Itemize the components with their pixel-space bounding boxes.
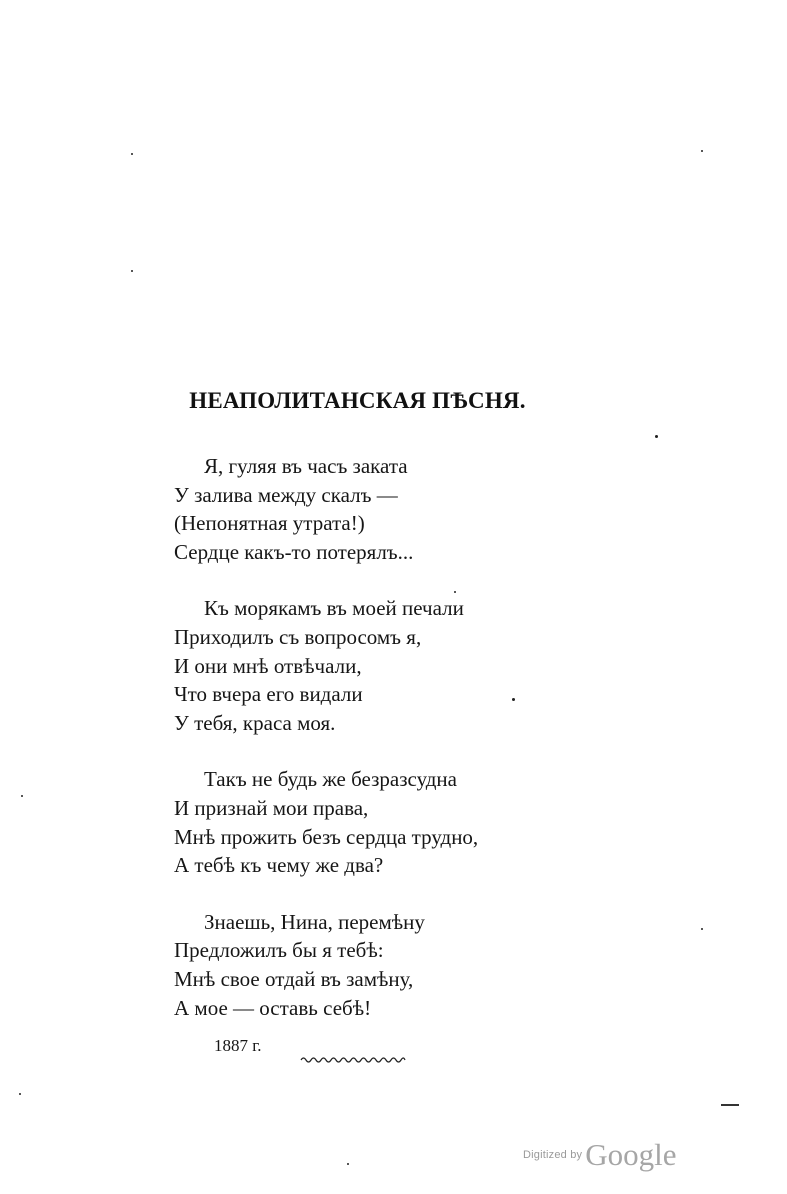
scan-speck [701, 928, 703, 930]
wavy-divider [300, 1055, 406, 1065]
scan-speck [131, 153, 133, 155]
poem-line: Мнѣ прожить безъ сердца трудно, [174, 824, 479, 849]
poem-title: НЕАПОЛИТАНСКАЯ ПѢСНЯ. [189, 388, 526, 413]
poem-line: Знаешь, Нина, перемѣну [204, 909, 425, 934]
poem-line: Предложилъ бы я тебѣ: [174, 938, 384, 963]
scan-speck [454, 591, 456, 593]
poem-line: У залива между скалъ — [174, 482, 398, 507]
poem-line: А мое — оставь себѣ! [174, 995, 372, 1020]
poem-body [174, 452, 594, 1050]
digitized-watermark [523, 1137, 677, 1173]
poem-line: Что вчера его видали [174, 682, 363, 707]
poem-line: (Непонятная утрата!) [174, 511, 365, 536]
poem-line: А тебѣ къ чему же два? [174, 853, 384, 878]
stanza-3 [174, 765, 594, 879]
stanza-2 [174, 594, 594, 737]
poem-date: 1887 г. [214, 1036, 262, 1055]
poem-line: Сердце какъ-то потерялъ... [174, 539, 414, 564]
poem-line: Приходилъ съ вопросомъ я, [174, 624, 422, 649]
scan-speck [21, 795, 23, 797]
stanza-4 [174, 908, 594, 1022]
scan-speck [512, 698, 515, 701]
scan-speck [131, 270, 133, 272]
poem-line: Мнѣ свое отдай въ замѣну, [174, 966, 414, 991]
scan-mark [721, 1104, 739, 1106]
poem-line: У тебя, краса моя. [174, 710, 336, 735]
poem-line: И признай мои права, [174, 795, 369, 820]
stanza-1 [174, 452, 594, 566]
watermark-prefix: Digitized by [523, 1149, 583, 1161]
scan-speck [655, 435, 658, 438]
scan-speck [347, 1163, 349, 1165]
scan-speck [19, 1093, 21, 1095]
poem-line: И они мнѣ отвѣчали, [174, 653, 362, 678]
google-logo: Google [585, 1137, 677, 1172]
poem-line: Къ морякамъ въ моей печали [204, 596, 464, 621]
poem-line: Такъ не будь же безразсудна [204, 767, 457, 792]
scan-speck [701, 150, 703, 152]
poem-line: Я, гуляя въ часъ заката [204, 454, 408, 478]
